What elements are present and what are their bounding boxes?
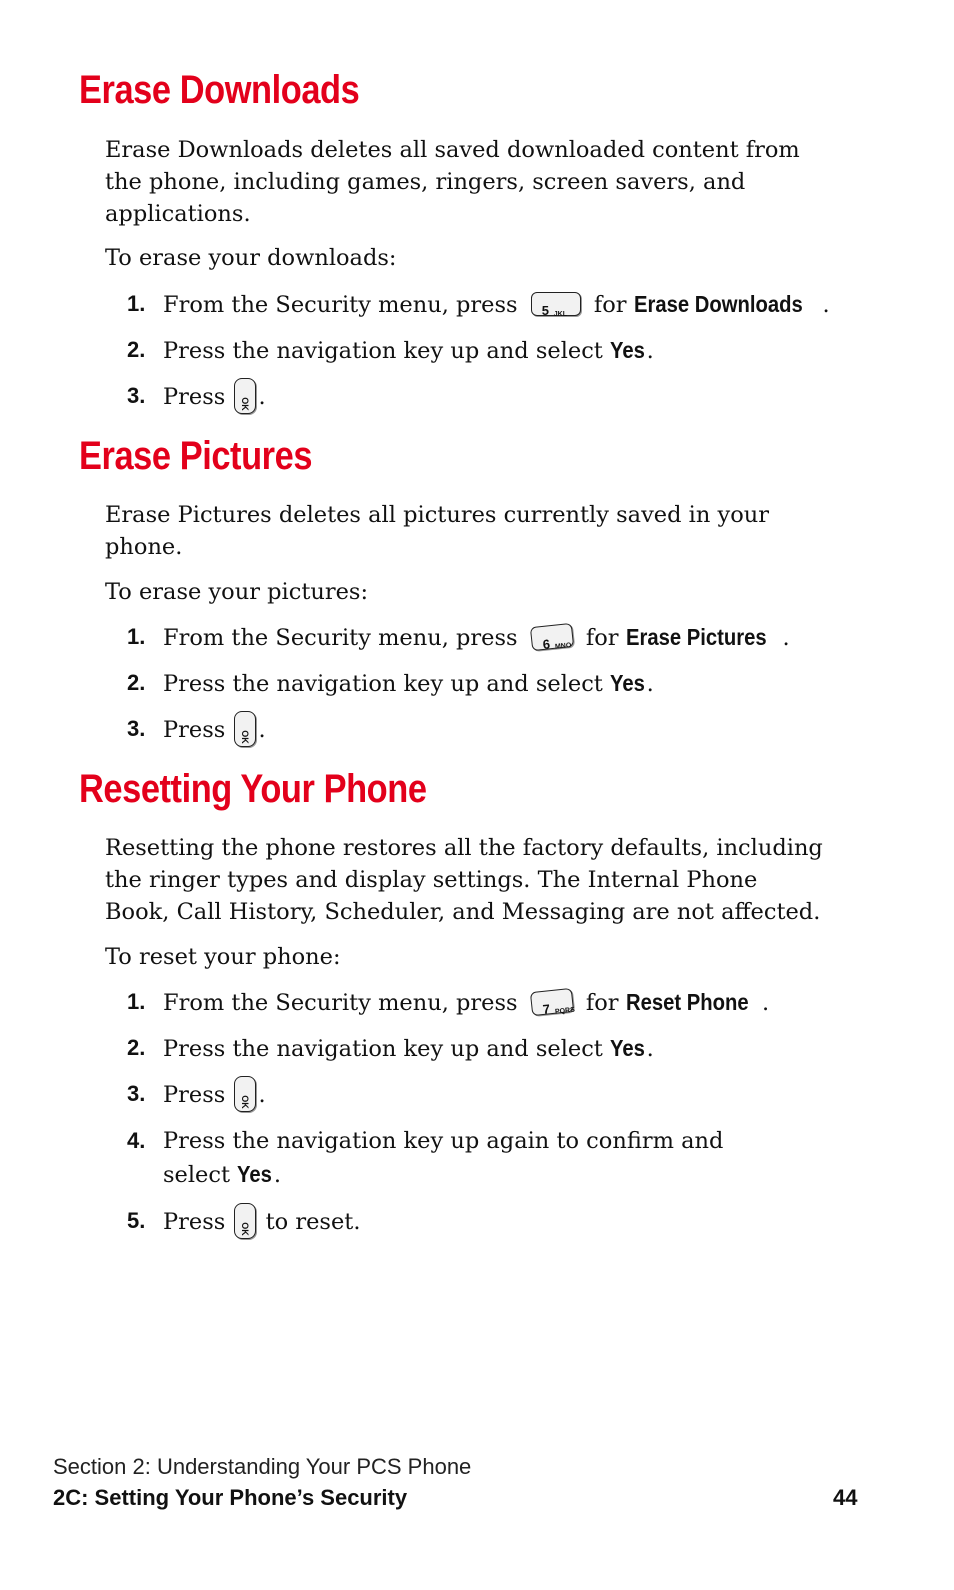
ok-key-icon: OK	[234, 1203, 256, 1239]
heading-resetting-your-phone: Resetting Your Phone	[79, 767, 427, 811]
footer-section-title: Section 2: Understanding Your PCS Phone	[53, 1454, 472, 1479]
erase-pictures-description: Erase Pictures deletes all pictures currently saved in your phone.	[105, 502, 769, 560]
key-5-icon: 5 JKL	[531, 292, 581, 316]
ok-key-icon: OK	[234, 711, 256, 747]
heading-erase-pictures: Erase Pictures	[79, 434, 313, 478]
key-7-icon: 7 PQRS	[530, 988, 574, 1016]
ok-key-icon: OK	[234, 378, 256, 414]
reset-phone-intro: To reset your phone:	[105, 944, 341, 970]
heading-erase-downloads: Erase Downloads	[79, 68, 360, 112]
reset-phone-description: Resetting the phone restores all the factory defaults, including the ringer types and display settings. The Internal Phone Book, Call History, Scheduler, and Messaging are not affected.	[105, 835, 823, 925]
manual-page: Erase Downloads Erase Downloads deletes all saved downloaded content from the phone, including games, ringers, screen savers, and applications. To erase your downloads: 1. From the Security menu, press 5 JKL for Erase Downloads . 2. Press the navigation key up and select Yes. 3. Press OK . Erase Pictures Erase Pictures deletes all pictures currently saved in your phone. To erase your pictures: 1. From the Security menu, press 6 MNO for Erase Pictures . 2. Press the navigation key up and select Yes. 3. Press OK . Resetting Your Phone Resetting the phone restores all the factory defaults, including the ringer types and display settings. The Internal Phone Book, Call History, Scheduler, and Messaging are not affected. To reset your phone: 1. From the Security menu, press 7 PQRS for Reset Phone . 2. Press the navigation key up and select Yes. 3. Press OK . 4. Press the navigation key up again to confirm and select Yes. 5. Press OK to reset. Section 2: Understanding Your PCS Phone 2C: Setting Your Phone’s Security 44	[53, 68, 858, 1510]
footer-chapter-title: 2C: Setting Your Phone’s Security	[53, 1485, 408, 1510]
key-6-icon: 6 MNO	[530, 623, 574, 651]
erase-downloads-description: Erase Downloads deletes all saved downloaded content from the phone, including games, ringers, screen savers, and applications.	[105, 137, 800, 227]
page-number: 44	[833, 1485, 858, 1510]
erase-pictures-intro: To erase your pictures:	[105, 579, 369, 605]
ok-key-icon: OK	[234, 1076, 256, 1112]
erase-downloads-intro: To erase your downloads:	[105, 245, 397, 271]
